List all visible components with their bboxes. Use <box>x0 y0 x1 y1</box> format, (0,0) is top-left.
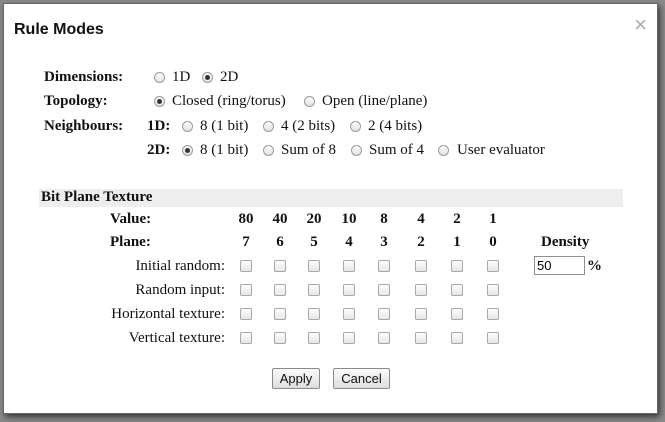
random-input-checkbox[interactable] <box>378 284 390 296</box>
vertical-texture-checkbox[interactable] <box>274 332 286 344</box>
cancel-button[interactable]: Cancel <box>333 368 390 389</box>
dimensions-option-2d-label: 2D <box>220 69 239 85</box>
neighbours-2d-radio-sum8[interactable] <box>263 145 274 156</box>
neighbours-1d-radio-8[interactable] <box>182 121 193 132</box>
horizontal-texture-checkbox[interactable] <box>308 308 320 320</box>
value-header: 10 <box>341 211 357 227</box>
plane-header: 7 <box>242 234 250 250</box>
random-input-checkbox[interactable] <box>240 284 252 296</box>
initial-random-checkbox[interactable] <box>451 260 463 272</box>
value-label: Value: <box>110 211 152 227</box>
plane-header: 3 <box>380 234 388 250</box>
neighbours-label: Neighbours: <box>44 118 124 134</box>
horizontal-texture-checkbox[interactable] <box>415 308 427 320</box>
plane-header: 0 <box>489 234 497 250</box>
initial-random-checkbox[interactable] <box>343 260 355 272</box>
horizontal-texture-checkbox[interactable] <box>378 308 390 320</box>
neighbours-2d-option-sum8-label: Sum of 8 <box>281 142 337 158</box>
initial-random-checkbox[interactable] <box>274 260 286 272</box>
horizontal-texture-checkbox[interactable] <box>274 308 286 320</box>
rule-modes-dialog <box>3 3 658 414</box>
vertical-texture-checkbox[interactable] <box>451 332 463 344</box>
value-header: 1 <box>489 211 497 227</box>
topology-option-closed-label: Closed (ring/torus) <box>172 93 286 109</box>
plane-label: Plane: <box>110 234 151 250</box>
plane-header: 5 <box>310 234 318 250</box>
horizontal-texture-checkbox[interactable] <box>343 308 355 320</box>
neighbours-1d-label: 1D: <box>147 118 171 134</box>
plane-header: 4 <box>345 234 353 250</box>
random-input-checkbox[interactable] <box>308 284 320 296</box>
horizontal-texture-checkbox[interactable] <box>240 308 252 320</box>
dimensions-option-1d-label: 1D <box>172 69 191 85</box>
value-header: 20 <box>306 211 322 227</box>
dimensions-label: Dimensions: <box>44 69 124 85</box>
horizontal-texture-checkbox[interactable] <box>451 308 463 320</box>
random-input-checkbox[interactable] <box>274 284 286 296</box>
neighbours-2d-radio-8[interactable] <box>182 145 193 156</box>
vertical-texture-checkbox[interactable] <box>240 332 252 344</box>
vertical-texture-checkbox[interactable] <box>378 332 390 344</box>
initial-random-checkbox[interactable] <box>378 260 390 272</box>
value-header: 40 <box>272 211 288 227</box>
vertical-texture-checkbox[interactable] <box>308 332 320 344</box>
vertical-texture-checkbox[interactable] <box>343 332 355 344</box>
plane-header: 2 <box>417 234 425 250</box>
row-label-initial-random: Initial random: <box>135 258 225 274</box>
random-input-checkbox[interactable] <box>415 284 427 296</box>
density-percent-label: % <box>587 258 602 274</box>
dimensions-radio-1d[interactable] <box>154 72 165 83</box>
section-title: Bit Plane Texture <box>41 189 153 205</box>
dimensions-radio-2d[interactable] <box>202 72 213 83</box>
neighbours-1d-radio-4[interactable] <box>263 121 274 132</box>
initial-random-checkbox[interactable] <box>308 260 320 272</box>
value-header: 8 <box>380 211 388 227</box>
vertical-texture-checkbox[interactable] <box>487 332 499 344</box>
vertical-texture-checkbox[interactable] <box>415 332 427 344</box>
density-input[interactable] <box>534 256 585 275</box>
apply-button[interactable]: Apply <box>272 368 320 389</box>
density-label: Density <box>541 234 590 250</box>
neighbours-2d-option-8-label: 8 (1 bit) <box>200 142 249 158</box>
neighbours-1d-radio-2[interactable] <box>350 121 361 132</box>
topology-radio-open[interactable] <box>304 96 315 107</box>
neighbours-2d-option-user-label: User evaluator <box>457 142 545 158</box>
neighbours-1d-option-8-label: 8 (1 bit) <box>200 118 249 134</box>
row-label-random-input: Random input: <box>135 282 225 298</box>
horizontal-texture-checkbox[interactable] <box>487 308 499 320</box>
neighbours-1d-option-4-label: 4 (2 bits) <box>281 118 336 134</box>
initial-random-checkbox[interactable] <box>415 260 427 272</box>
row-label-horizontal-texture: Horizontal texture: <box>111 306 225 322</box>
value-header: 2 <box>453 211 461 227</box>
neighbours-1d-option-2-label: 2 (4 bits) <box>368 118 423 134</box>
dialog-title: Rule Modes <box>14 21 104 38</box>
value-header: 80 <box>238 211 254 227</box>
bit-plane-texture-header <box>39 189 623 207</box>
topology-label: Topology: <box>44 93 108 109</box>
close-icon[interactable]: × <box>634 12 647 37</box>
random-input-checkbox[interactable] <box>487 284 499 296</box>
neighbours-2d-label: 2D: <box>147 142 171 158</box>
random-input-checkbox[interactable] <box>451 284 463 296</box>
random-input-checkbox[interactable] <box>343 284 355 296</box>
plane-header: 1 <box>453 234 461 250</box>
neighbours-2d-option-sum4-label: Sum of 4 <box>369 142 425 158</box>
neighbours-2d-radio-sum4[interactable] <box>351 145 362 156</box>
topology-option-open-label: Open (line/plane) <box>322 93 428 109</box>
row-label-vertical-texture: Vertical texture: <box>128 330 225 346</box>
topology-radio-closed[interactable] <box>154 96 165 107</box>
value-header: 4 <box>417 211 425 227</box>
plane-header: 6 <box>276 234 284 250</box>
neighbours-2d-radio-user[interactable] <box>438 145 449 156</box>
initial-random-checkbox[interactable] <box>240 260 252 272</box>
initial-random-checkbox[interactable] <box>487 260 499 272</box>
